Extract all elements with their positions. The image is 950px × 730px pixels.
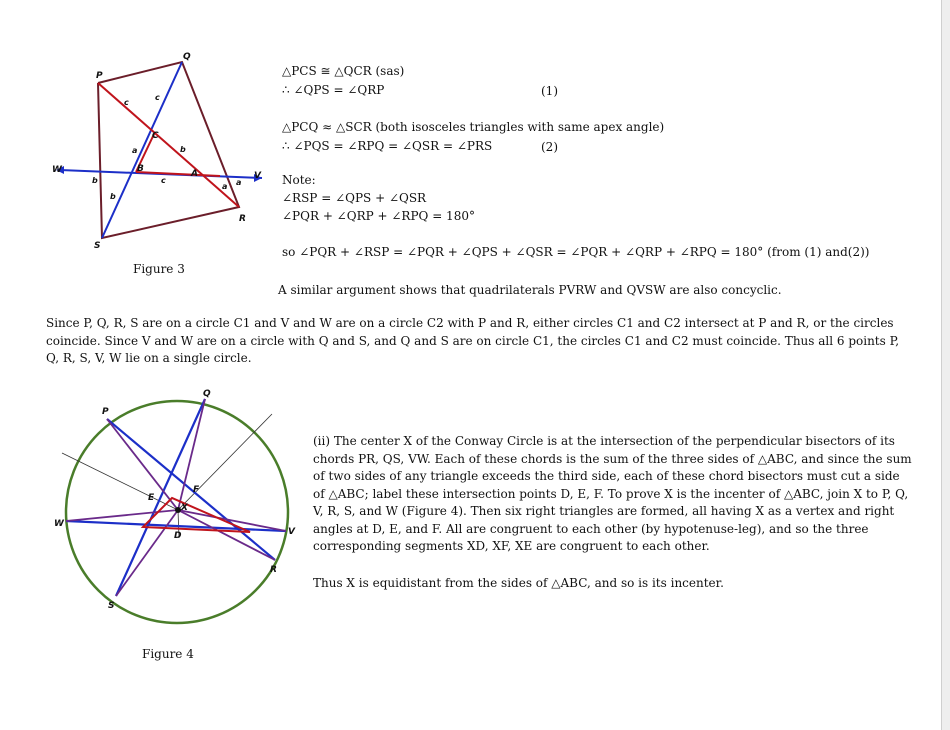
figure-3-caption: Figure 3: [133, 262, 185, 276]
fig3-side-c: c: [124, 98, 129, 107]
fig4-label-f: F: [193, 485, 200, 495]
fig3-side-b: b: [92, 176, 98, 185]
fig3-label-s: S: [94, 241, 101, 251]
fig3-label-c-vertex: C: [152, 131, 159, 141]
fig4-label-s: S: [108, 601, 115, 611]
fig3-label-b-vertex: B: [137, 164, 144, 174]
fig3-label-p: P: [96, 71, 103, 81]
fig3-side-b: b: [180, 145, 186, 154]
fig3-label-w: W: [52, 165, 62, 175]
equation-number-1: (1): [541, 84, 558, 98]
proof-note: Note:: [282, 173, 316, 187]
equation-number-2: (2): [541, 140, 558, 154]
fig3-label-v: V: [254, 171, 261, 181]
fig3-label-a-vertex: A: [191, 169, 198, 179]
fig4-label-v: V: [288, 527, 295, 537]
fig3-label-r: R: [239, 214, 246, 224]
fig4-label-e: E: [148, 493, 155, 503]
paragraph-conclusion: Thus X is equidistant from the sides of △ABC, and so is its incenter.: [313, 576, 724, 590]
fig3-label-q: Q: [183, 52, 191, 62]
fig3-side-a: a: [222, 182, 228, 191]
figure-3: [40, 50, 280, 260]
paragraph-coincide: Since P, Q, R, S are on a circle C1 and V and W are on a circle C2 with P and R, either circles C1 and C2 intersect at P and R, or the circles coincide. Since V and W are on a circle with Q and S, and Q and S are on circle C1, the circles C1 and C2 must coincide. Thus all 6 points P, Q, R, S, V, W lie on a single circle.: [46, 316, 900, 365]
fig3-side-c: c: [155, 93, 160, 102]
proof-line-2: ∴ ∠QPS = ∠QRP: [282, 83, 385, 97]
fig3-side-b: b: [110, 192, 116, 201]
figure-4: [50, 388, 300, 628]
proof-line-4: ∴ ∠PQS = ∠RPQ = ∠QSR = ∠PRS: [282, 139, 493, 153]
fig3-side-c: c: [161, 176, 166, 185]
proof-line-1: △PCS ≅ △QCR (sas): [282, 64, 405, 78]
proof-line-5: ∠RSP = ∠QPS + ∠QSR: [282, 191, 427, 205]
proof-line-7: so ∠PQR + ∠RSP = ∠PQR + ∠QPS + ∠QSR = ∠PQR + ∠QRP + ∠RPQ = 180° (from (1) and(2)): [282, 245, 870, 259]
similar-argument-line: A similar argument shows that quadrilaterals PVRW and QVSW are also concyclic.: [278, 283, 782, 297]
page-edge: [941, 0, 950, 730]
fig4-label-d: D: [174, 531, 182, 541]
proof-line-6: ∠PQR + ∠QRP + ∠RPQ = 180°: [282, 209, 475, 223]
fig4-label-q: Q: [203, 389, 211, 399]
fig3-side-a: a: [236, 178, 242, 187]
paragraph-center-x: (ii) The center X of the Conway Circle is at the intersection of the perpendicular bisectors of its chords PR, QS, VW. Each of these chords is the sum of the three sides of △ABC, and since the sum of two sides of any triangle exceeds the third side, each of these chord bisectors must cut a side of △ABC; label these intersection points D, E, F. To prove X is the incenter of △ABC, join X to P, Q, V, R, S, and W (Figure 4). Then six right triangles are formed, all having X as a vertex and right angles at D, E, and F. All are congruent to each other (by hypotenuse-leg), and so the three corresponding segments XD, XF, XE are congruent to each other.: [313, 434, 912, 553]
fig3-side-a: a: [132, 146, 138, 155]
fig4-label-p: P: [102, 407, 109, 417]
fig4-label-w: W: [54, 519, 64, 529]
fig4-label-r: R: [270, 565, 277, 575]
proof-line-3: △PCQ ≈ △SCR (both isosceles triangles with same apex angle): [282, 120, 665, 134]
fig4-label-x: X: [181, 503, 188, 513]
figure-4-caption: Figure 4: [142, 647, 194, 661]
